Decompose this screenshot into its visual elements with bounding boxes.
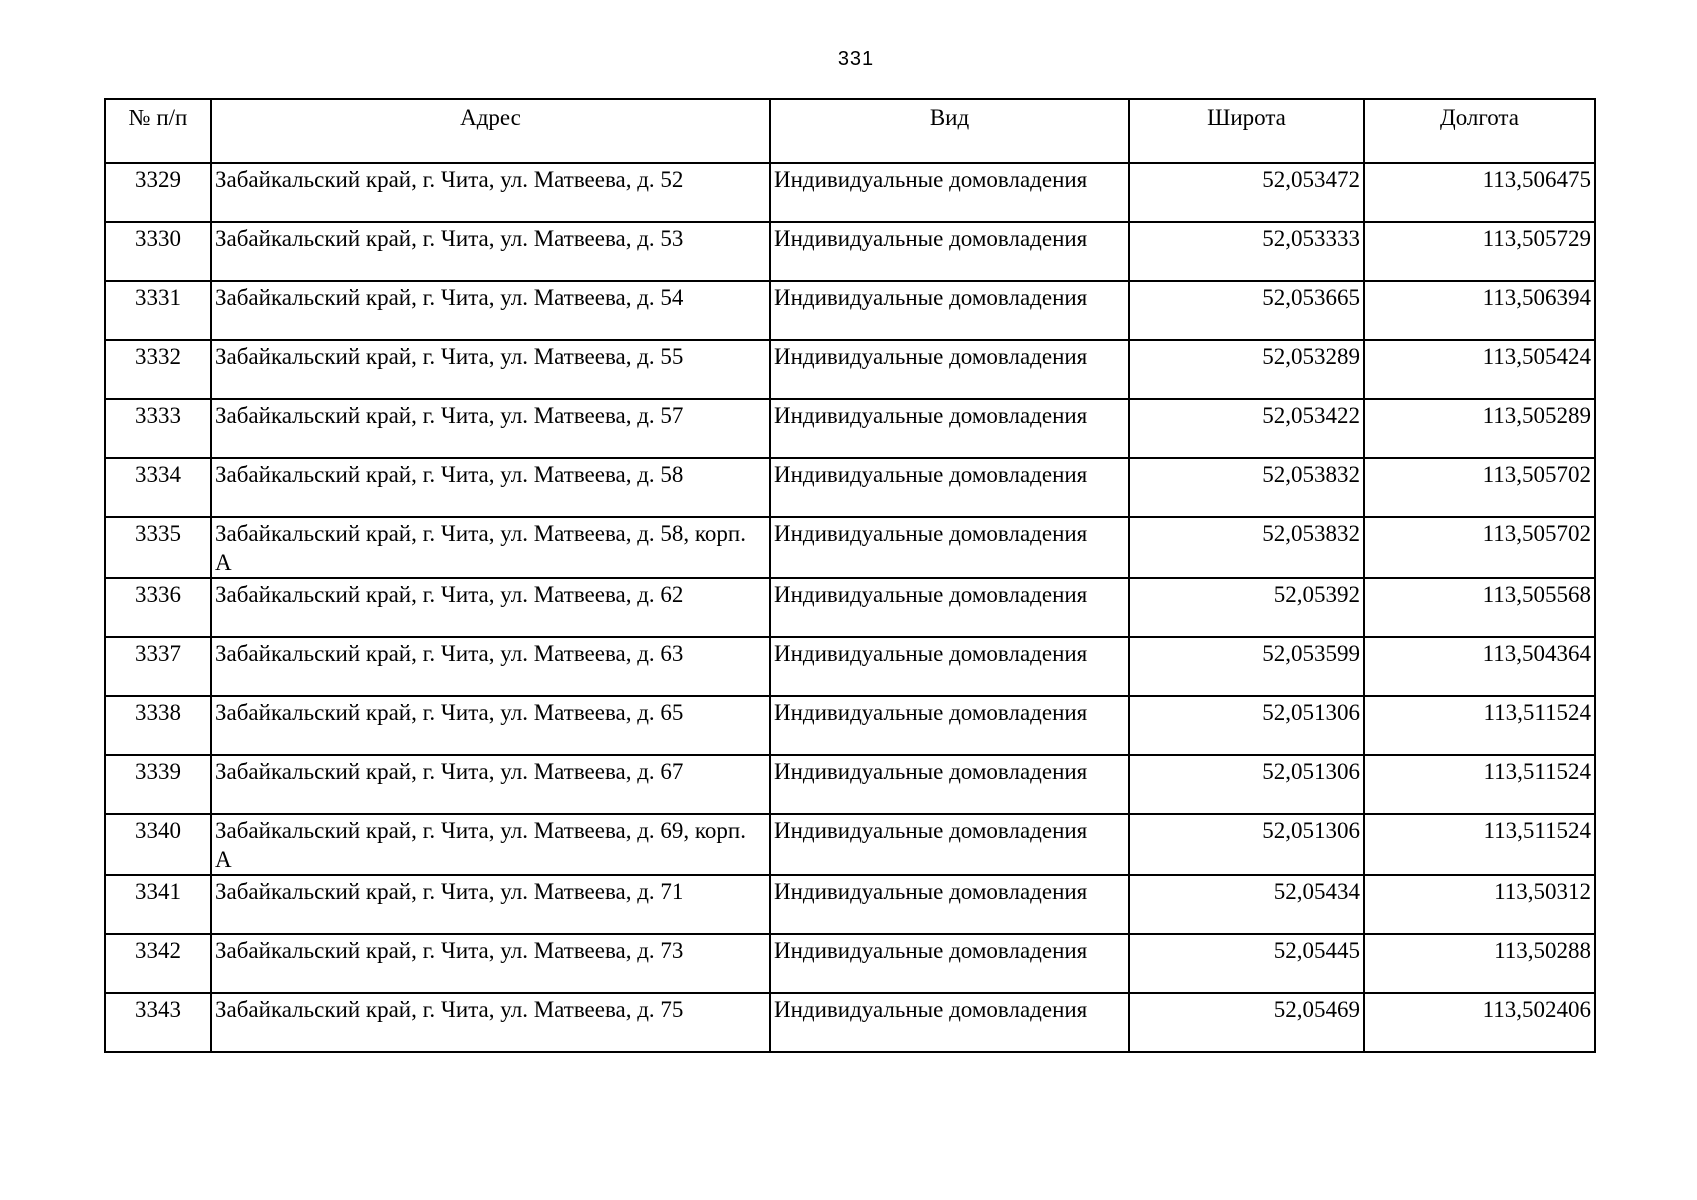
cell-num: 3339: [105, 755, 211, 814]
cell-latitude: 52,053832: [1129, 458, 1364, 517]
table-row: [105, 814, 1595, 875]
cell-num: 3336: [105, 578, 211, 637]
table-row: [105, 222, 1595, 281]
cell-longitude: 113,505568: [1364, 578, 1595, 637]
table-row: [105, 458, 1595, 517]
cell-num: 3343: [105, 993, 211, 1052]
cell-longitude: 113,506475: [1364, 163, 1595, 222]
table-row: [105, 993, 1595, 1052]
cell-longitude: 113,505424: [1364, 340, 1595, 399]
cell-kind: Индивидуальные домовладения: [770, 340, 1129, 399]
cell-longitude: 113,50288: [1364, 934, 1595, 993]
cell-longitude: 113,502406: [1364, 993, 1595, 1052]
cell-latitude: 52,053472: [1129, 163, 1364, 222]
cell-kind: Индивидуальные домовладения: [770, 637, 1129, 696]
cell-latitude: 52,053665: [1129, 281, 1364, 340]
cell-longitude: 113,505702: [1364, 517, 1595, 578]
cell-longitude: 113,511524: [1364, 814, 1595, 875]
header-kind: Вид: [770, 99, 1129, 163]
header-latitude: Широта: [1129, 99, 1364, 163]
cell-kind: Индивидуальные домовладения: [770, 755, 1129, 814]
header-row: [105, 99, 1595, 163]
cell-address: Забайкальский край, г. Чита, ул. Матвеева, д. 71: [211, 875, 770, 934]
header-address: Адрес: [211, 99, 770, 163]
table-row: [105, 517, 1595, 578]
cell-num: 3342: [105, 934, 211, 993]
table-header: [105, 99, 1595, 163]
cell-kind: Индивидуальные домовладения: [770, 696, 1129, 755]
table-row: [105, 696, 1595, 755]
cell-num: 3340: [105, 814, 211, 875]
cell-address: Забайкальский край, г. Чита, ул. Матвеева, д. 75: [211, 993, 770, 1052]
cell-num: 3329: [105, 163, 211, 222]
cell-kind: Индивидуальные домовладения: [770, 281, 1129, 340]
cell-kind: Индивидуальные домовладения: [770, 163, 1129, 222]
table-row: [105, 934, 1595, 993]
cell-address: Забайкальский край, г. Чита, ул. Матвеева, д. 52: [211, 163, 770, 222]
cell-num: 3334: [105, 458, 211, 517]
cell-num: 3332: [105, 340, 211, 399]
cell-longitude: 113,511524: [1364, 755, 1595, 814]
cell-kind: Индивидуальные домовладения: [770, 458, 1129, 517]
cell-address: Забайкальский край, г. Чита, ул. Матвеева, д. 53: [211, 222, 770, 281]
cell-num: 3341: [105, 875, 211, 934]
cell-longitude: 113,511524: [1364, 696, 1595, 755]
table-row: [105, 755, 1595, 814]
table-row: [105, 163, 1595, 222]
cell-num: 3331: [105, 281, 211, 340]
cell-address: Забайкальский край, г. Чита, ул. Матвеева, д. 58, корп. А: [211, 517, 770, 578]
cell-kind: Индивидуальные домовладения: [770, 814, 1129, 875]
cell-latitude: 52,051306: [1129, 755, 1364, 814]
cell-address: Забайкальский край, г. Чита, ул. Матвеева, д. 54: [211, 281, 770, 340]
cell-latitude: 52,05434: [1129, 875, 1364, 934]
cell-longitude: 113,504364: [1364, 637, 1595, 696]
cell-latitude: 52,053289: [1129, 340, 1364, 399]
cell-latitude: 52,05392: [1129, 578, 1364, 637]
cell-latitude: 52,053832: [1129, 517, 1364, 578]
cell-latitude: 52,053422: [1129, 399, 1364, 458]
cell-num: 3333: [105, 399, 211, 458]
cell-kind: Индивидуальные домовладения: [770, 222, 1129, 281]
cell-num: 3338: [105, 696, 211, 755]
cell-address: Забайкальский край, г. Чита, ул. Матвеева, д. 58: [211, 458, 770, 517]
cell-kind: Индивидуальные домовладения: [770, 875, 1129, 934]
cell-address: Забайкальский край, г. Чита, ул. Матвеева, д. 62: [211, 578, 770, 637]
cell-latitude: 52,051306: [1129, 814, 1364, 875]
cell-num: 3330: [105, 222, 211, 281]
header-num: № п/п: [105, 99, 211, 163]
cell-address: Забайкальский край, г. Чита, ул. Матвеева, д. 57: [211, 399, 770, 458]
page-number: 331: [837, 48, 875, 70]
table-row: [105, 637, 1595, 696]
cell-address: Забайкальский край, г. Чита, ул. Матвеева, д. 67: [211, 755, 770, 814]
table-row: [105, 875, 1595, 934]
table-body: [105, 163, 1595, 1052]
cell-kind: Индивидуальные домовладения: [770, 934, 1129, 993]
cell-address: Забайкальский край, г. Чита, ул. Матвеева, д. 63: [211, 637, 770, 696]
address-table: [104, 98, 1596, 1053]
cell-kind: Индивидуальные домовладения: [770, 517, 1129, 578]
cell-address: Забайкальский край, г. Чита, ул. Матвеева, д. 55: [211, 340, 770, 399]
cell-latitude: 52,05469: [1129, 993, 1364, 1052]
table-row: [105, 340, 1595, 399]
cell-address: Забайкальский край, г. Чита, ул. Матвеева, д. 69, корп. А: [211, 814, 770, 875]
header-longitude: Долгота: [1364, 99, 1595, 163]
cell-longitude: 113,506394: [1364, 281, 1595, 340]
cell-num: 3335: [105, 517, 211, 578]
cell-longitude: 113,50312: [1364, 875, 1595, 934]
cell-latitude: 52,053333: [1129, 222, 1364, 281]
cell-kind: Индивидуальные домовладения: [770, 578, 1129, 637]
cell-latitude: 52,053599: [1129, 637, 1364, 696]
cell-longitude: 113,505702: [1364, 458, 1595, 517]
cell-latitude: 52,051306: [1129, 696, 1364, 755]
table-row: [105, 281, 1595, 340]
cell-kind: Индивидуальные домовладения: [770, 993, 1129, 1052]
cell-address: Забайкальский край, г. Чита, ул. Матвеева, д. 65: [211, 696, 770, 755]
table-row: [105, 578, 1595, 637]
cell-kind: Индивидуальные домовладения: [770, 399, 1129, 458]
cell-longitude: 113,505289: [1364, 399, 1595, 458]
table-row: [105, 399, 1595, 458]
cell-address: Забайкальский край, г. Чита, ул. Матвеева, д. 73: [211, 934, 770, 993]
cell-num: 3337: [105, 637, 211, 696]
cell-longitude: 113,505729: [1364, 222, 1595, 281]
cell-latitude: 52,05445: [1129, 934, 1364, 993]
